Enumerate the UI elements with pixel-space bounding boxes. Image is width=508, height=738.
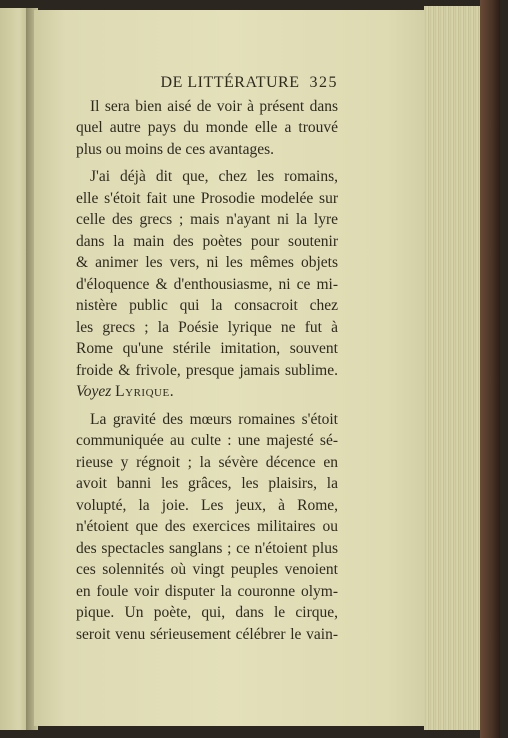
text-line: rieuse y régnoit ; la sévère décence en: [76, 453, 338, 471]
text-line: dans la main des poètes pour soutenir: [76, 232, 338, 250]
see-also-target: Lyrique.: [115, 383, 175, 400]
text-line: ces solennités où vingt peuples venoient: [76, 561, 338, 578]
text-line: volupté, la joie. Les jeux, à Rome,: [76, 496, 338, 514]
paragraph-2: [76, 166, 338, 403]
text-line: les grecs ; la Poésie lyrique ne fut à: [76, 318, 338, 336]
running-title: DE LITTÉRATURE: [160, 74, 300, 91]
page-edges: [424, 6, 486, 730]
text-line: nistère public qui la consacroit chez: [76, 297, 338, 314]
text-line: elle s'étoit fait une Prosodie modelée sur: [76, 189, 338, 207]
text-line: plus ou moins de ces avantages.: [76, 140, 275, 158]
text-line: pique. Un poète, qui, dans le cirque,: [76, 604, 338, 621]
text-line: des spectacles sanglans ; ce n'étoient plus: [76, 539, 338, 557]
see-also-line: [76, 381, 338, 403]
text-line: n'étoient que des exercices militaires ou: [76, 518, 338, 535]
text-line: & animer les vers, ni les mêmes objets: [76, 254, 338, 271]
text-line: La gravité des mœurs romaines s'étoit: [90, 410, 338, 428]
text-line: froide & frivole, presque jamais sublime.: [76, 361, 338, 379]
text-line: Rome qu'une stérile imitation, souvent: [76, 340, 338, 357]
text-line: en foule voir disputer la couronne olym-: [76, 582, 338, 600]
book-cover-edge: [480, 0, 500, 738]
text-line: d'éloquence & d'enthousiasme, ni ce mi-: [76, 275, 338, 293]
text-line: Il sera bien aisé de voir à présent dans: [90, 97, 338, 115]
paragraph-1: [76, 96, 338, 161]
paragraph-3: [76, 409, 338, 646]
page-number: 325: [309, 74, 338, 91]
text-line: celle des grecs ; mais n'ayant ni la lyre: [76, 211, 338, 228]
running-header: [96, 72, 338, 94]
see-also-prefix: Voyez: [76, 383, 112, 400]
text-line: avoit banni les grâces, les plaisirs, la: [76, 475, 338, 492]
text-line: seroit venu sérieusement célébrer le vain-: [76, 625, 338, 643]
page-text: [76, 72, 338, 651]
text-line: J'ai déjà dit que, chez les romains,: [90, 168, 338, 185]
text-line: communiquée au culte : une majesté sé-: [76, 432, 338, 449]
text-line: quel autre pays du monde elle a trouvé: [76, 119, 338, 136]
